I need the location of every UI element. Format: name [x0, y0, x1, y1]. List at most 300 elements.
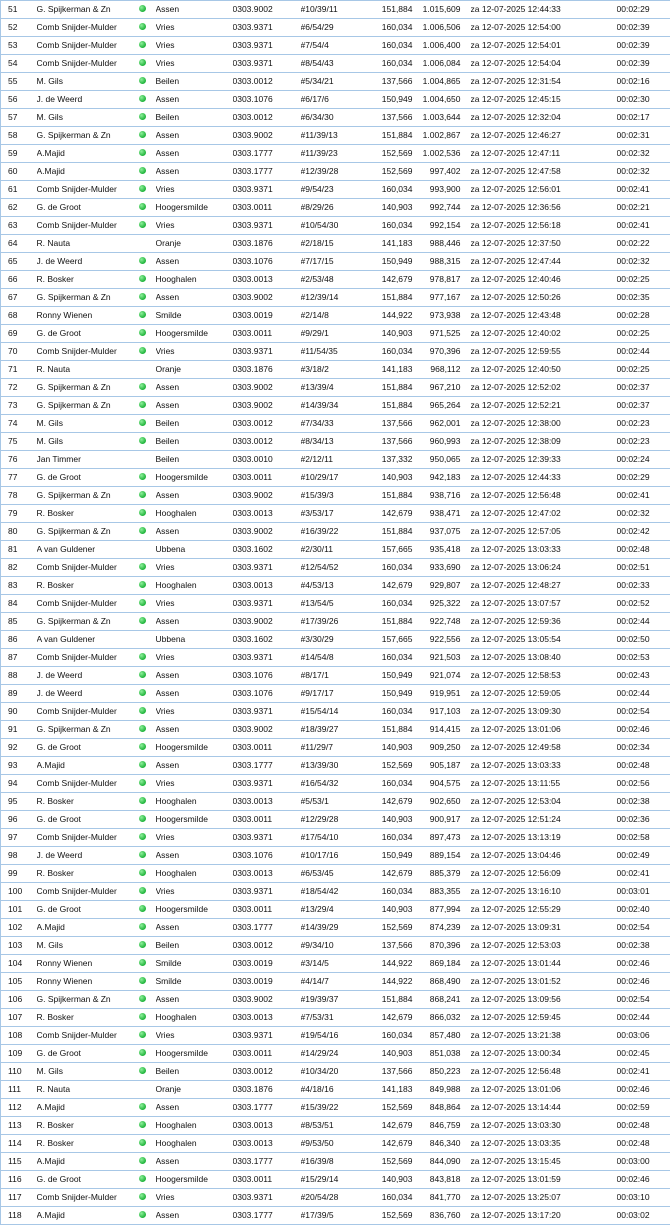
cell-position: 96	[1, 810, 37, 828]
cell-distance: 144,922	[369, 306, 413, 324]
status-dot-icon	[139, 594, 156, 612]
cell-member-id: 0303.9371	[233, 1026, 301, 1044]
cell-speed: 921,074	[413, 666, 461, 684]
cell-distance: 137,566	[369, 1062, 413, 1080]
cell-speed: 870,396	[413, 936, 461, 954]
status-dot-icon	[139, 342, 156, 360]
cell-place: Beilen	[156, 72, 233, 90]
cell-arrival-time: za 12-07-2025 13:15:45	[471, 1152, 617, 1170]
cell-spacer	[461, 486, 471, 504]
cell-time-difference: 00:02:21	[617, 198, 670, 216]
cell-arrival-time: za 12-07-2025 13:09:31	[471, 918, 617, 936]
status-dot-icon	[139, 1080, 156, 1098]
cell-distance: 140,903	[369, 198, 413, 216]
cell-place: Assen	[156, 162, 233, 180]
cell-spacer	[461, 810, 471, 828]
table-row	[1, 1062, 670, 1080]
cell-fancier-name: R. Bosker	[37, 1134, 139, 1152]
cell-member-id: 0303.1777	[233, 918, 301, 936]
cell-distance: 160,034	[369, 54, 413, 72]
cell-pigeon-code: #12/39/14	[301, 288, 369, 306]
status-dot-icon	[139, 900, 156, 918]
cell-pigeon-code: #9/17/17	[301, 684, 369, 702]
cell-place: Hoogersmilde	[156, 1170, 233, 1188]
cell-fancier-name: M. Gils	[37, 414, 139, 432]
cell-spacer	[461, 252, 471, 270]
cell-fancier-name: Jan Timmer	[37, 450, 139, 468]
cell-time-difference: 00:02:39	[617, 36, 670, 54]
status-dot-icon	[139, 1098, 156, 1116]
cell-time-difference: 00:02:16	[617, 72, 670, 90]
cell-time-difference: 00:02:56	[617, 774, 670, 792]
cell-pigeon-code: #16/39/8	[301, 1152, 369, 1170]
status-dot-icon	[139, 558, 156, 576]
cell-distance: 137,566	[369, 414, 413, 432]
cell-pigeon-code: #2/12/11	[301, 450, 369, 468]
cell-arrival-time: za 12-07-2025 12:47:11	[471, 144, 617, 162]
status-dot-icon	[139, 630, 156, 648]
cell-speed: 866,032	[413, 1008, 461, 1026]
cell-speed: 993,900	[413, 180, 461, 198]
cell-member-id: 0303.0011	[233, 1044, 301, 1062]
cell-spacer	[461, 162, 471, 180]
cell-fancier-name: G. de Groot	[37, 810, 139, 828]
cell-arrival-time: za 12-07-2025 12:57:05	[471, 522, 617, 540]
status-dot-icon	[139, 1008, 156, 1026]
green-status-dot-icon	[139, 167, 146, 174]
cell-fancier-name: R. Bosker	[37, 1008, 139, 1026]
cell-position: 78	[1, 486, 37, 504]
cell-place: Vries	[156, 54, 233, 72]
green-status-dot-icon	[139, 41, 146, 48]
cell-position: 100	[1, 882, 37, 900]
cell-position: 70	[1, 342, 37, 360]
table-row	[1, 18, 670, 36]
cell-fancier-name: Ronny Wienen	[37, 306, 139, 324]
cell-member-id: 0303.1076	[233, 90, 301, 108]
cell-arrival-time: za 12-07-2025 12:36:56	[471, 198, 617, 216]
cell-pigeon-code: #16/54/32	[301, 774, 369, 792]
cell-arrival-time: za 12-07-2025 13:03:30	[471, 1116, 617, 1134]
cell-spacer	[461, 1062, 471, 1080]
green-status-dot-icon	[139, 1139, 146, 1146]
cell-place: Assen	[156, 522, 233, 540]
cell-spacer	[461, 1152, 471, 1170]
cell-fancier-name: A.Majid	[37, 144, 139, 162]
status-dot-icon	[139, 738, 156, 756]
cell-pigeon-code: #10/29/17	[301, 468, 369, 486]
status-dot-icon	[139, 936, 156, 954]
cell-speed: 992,744	[413, 198, 461, 216]
cell-fancier-name: R. Nauta	[37, 234, 139, 252]
cell-position: 51	[1, 0, 37, 18]
cell-member-id: 0303.0013	[233, 792, 301, 810]
cell-arrival-time: za 12-07-2025 13:01:59	[471, 1170, 617, 1188]
cell-position: 58	[1, 126, 37, 144]
table-row	[1, 468, 670, 486]
cell-place: Hooghalen	[156, 864, 233, 882]
cell-place: Assen	[156, 378, 233, 396]
table-row	[1, 198, 670, 216]
cell-member-id: 0303.0013	[233, 1008, 301, 1026]
cell-pigeon-code: #18/54/42	[301, 882, 369, 900]
cell-spacer	[461, 378, 471, 396]
cell-place: Smilde	[156, 972, 233, 990]
cell-fancier-name: Comb Snijder-Mulder	[37, 36, 139, 54]
table-row	[1, 414, 670, 432]
cell-fancier-name: Comb Snijder-Mulder	[37, 216, 139, 234]
cell-member-id: 0303.9371	[233, 882, 301, 900]
status-dot-icon	[139, 450, 156, 468]
cell-pigeon-code: #15/29/14	[301, 1170, 369, 1188]
table-row	[1, 306, 670, 324]
cell-time-difference: 00:02:43	[617, 666, 670, 684]
table-row	[1, 864, 670, 882]
cell-arrival-time: za 12-07-2025 12:56:01	[471, 180, 617, 198]
green-status-dot-icon	[139, 689, 146, 696]
cell-position: 105	[1, 972, 37, 990]
cell-spacer	[461, 1026, 471, 1044]
cell-pigeon-code: #8/34/13	[301, 432, 369, 450]
cell-time-difference: 00:02:53	[617, 648, 670, 666]
cell-time-difference: 00:02:33	[617, 576, 670, 594]
cell-arrival-time: za 12-07-2025 13:13:19	[471, 828, 617, 846]
green-status-dot-icon	[139, 5, 146, 12]
table-row	[1, 1080, 670, 1098]
cell-pigeon-code: #17/39/26	[301, 612, 369, 630]
cell-speed: 922,748	[413, 612, 461, 630]
cell-arrival-time: za 12-07-2025 12:52:21	[471, 396, 617, 414]
cell-speed: 902,650	[413, 792, 461, 810]
cell-place: Vries	[156, 18, 233, 36]
green-status-dot-icon	[139, 887, 146, 894]
status-dot-icon	[139, 1152, 156, 1170]
table-row	[1, 396, 670, 414]
cell-distance: 160,034	[369, 594, 413, 612]
status-dot-icon	[139, 972, 156, 990]
cell-arrival-time: za 12-07-2025 12:51:24	[471, 810, 617, 828]
cell-place: Assen	[156, 396, 233, 414]
cell-time-difference: 00:02:32	[617, 144, 670, 162]
status-dot-icon	[139, 1206, 156, 1224]
status-dot-icon	[139, 720, 156, 738]
cell-arrival-time: za 12-07-2025 12:47:44	[471, 252, 617, 270]
cell-arrival-time: za 12-07-2025 12:38:00	[471, 414, 617, 432]
cell-place: Assen	[156, 252, 233, 270]
cell-speed: 843,818	[413, 1170, 461, 1188]
cell-position: 66	[1, 270, 37, 288]
table-row	[1, 1098, 670, 1116]
cell-position: 63	[1, 216, 37, 234]
cell-position: 74	[1, 414, 37, 432]
green-status-dot-icon	[139, 1175, 146, 1182]
cell-distance: 140,903	[369, 900, 413, 918]
table-row	[1, 54, 670, 72]
table-row	[1, 1170, 670, 1188]
cell-time-difference: 00:02:34	[617, 738, 670, 756]
cell-place: Beilen	[156, 108, 233, 126]
cell-speed: 850,223	[413, 1062, 461, 1080]
cell-speed: 978,817	[413, 270, 461, 288]
cell-spacer	[461, 90, 471, 108]
table-row	[1, 792, 670, 810]
status-dot-icon	[139, 432, 156, 450]
status-dot-icon	[139, 126, 156, 144]
cell-place: Assen	[156, 288, 233, 306]
cell-time-difference: 00:02:46	[617, 720, 670, 738]
cell-member-id: 0303.0010	[233, 450, 301, 468]
status-dot-icon	[139, 198, 156, 216]
green-status-dot-icon	[139, 707, 146, 714]
cell-position: 103	[1, 936, 37, 954]
cell-fancier-name: G. Spijkerman & Zn	[37, 612, 139, 630]
cell-member-id: 0303.0013	[233, 1116, 301, 1134]
table-row	[1, 504, 670, 522]
cell-arrival-time: za 12-07-2025 12:49:58	[471, 738, 617, 756]
green-status-dot-icon	[139, 761, 146, 768]
cell-fancier-name: R. Bosker	[37, 270, 139, 288]
status-dot-icon	[139, 252, 156, 270]
cell-speed: 1.004,865	[413, 72, 461, 90]
cell-fancier-name: R. Nauta	[37, 1080, 139, 1098]
cell-member-id: 0303.1777	[233, 756, 301, 774]
cell-time-difference: 00:02:44	[617, 1008, 670, 1026]
cell-member-id: 0303.1777	[233, 1152, 301, 1170]
cell-fancier-name: M. Gils	[37, 72, 139, 90]
cell-time-difference: 00:02:37	[617, 396, 670, 414]
cell-arrival-time: za 12-07-2025 13:03:33	[471, 756, 617, 774]
cell-member-id: 0303.1876	[233, 234, 301, 252]
cell-time-difference: 00:02:45	[617, 1044, 670, 1062]
cell-place: Vries	[156, 774, 233, 792]
table-row	[1, 342, 670, 360]
cell-pigeon-code: #13/29/4	[301, 900, 369, 918]
cell-arrival-time: za 12-07-2025 12:58:53	[471, 666, 617, 684]
cell-arrival-time: za 12-07-2025 13:01:44	[471, 954, 617, 972]
cell-place: Hoogersmilde	[156, 900, 233, 918]
table-row	[1, 684, 670, 702]
cell-distance: 140,903	[369, 810, 413, 828]
cell-spacer	[461, 234, 471, 252]
cell-place: Assen	[156, 1152, 233, 1170]
cell-position: 56	[1, 90, 37, 108]
green-status-dot-icon	[139, 59, 146, 66]
cell-distance: 150,949	[369, 90, 413, 108]
cell-pigeon-code: #16/39/22	[301, 522, 369, 540]
cell-fancier-name: Comb Snijder-Mulder	[37, 648, 139, 666]
cell-fancier-name: Comb Snijder-Mulder	[37, 342, 139, 360]
cell-position: 113	[1, 1116, 37, 1134]
cell-fancier-name: Comb Snijder-Mulder	[37, 828, 139, 846]
cell-time-difference: 00:02:54	[617, 918, 670, 936]
cell-pigeon-code: #17/54/10	[301, 828, 369, 846]
cell-member-id: 0303.9371	[233, 36, 301, 54]
cell-place: Vries	[156, 216, 233, 234]
table-row	[1, 900, 670, 918]
table-row	[1, 882, 670, 900]
table-row	[1, 108, 670, 126]
cell-speed: 970,396	[413, 342, 461, 360]
cell-fancier-name: A.Majid	[37, 1152, 139, 1170]
table-row	[1, 1152, 670, 1170]
status-dot-icon	[139, 684, 156, 702]
cell-place: Vries	[156, 180, 233, 198]
table-row	[1, 1044, 670, 1062]
status-dot-icon	[139, 918, 156, 936]
cell-speed: 905,187	[413, 756, 461, 774]
cell-distance: 160,034	[369, 36, 413, 54]
cell-arrival-time: za 12-07-2025 12:37:50	[471, 234, 617, 252]
green-status-dot-icon	[139, 1121, 146, 1128]
cell-time-difference: 00:02:44	[617, 612, 670, 630]
cell-speed: 988,446	[413, 234, 461, 252]
cell-distance: 160,034	[369, 648, 413, 666]
table-row	[1, 162, 670, 180]
cell-fancier-name: G. Spijkerman & Zn	[37, 990, 139, 1008]
cell-member-id: 0303.1076	[233, 684, 301, 702]
table-row	[1, 666, 670, 684]
cell-speed: 922,556	[413, 630, 461, 648]
cell-distance: 151,884	[369, 990, 413, 1008]
cell-place: Hooghalen	[156, 1134, 233, 1152]
cell-position: 95	[1, 792, 37, 810]
cell-place: Hooghalen	[156, 576, 233, 594]
status-dot-icon	[139, 18, 156, 36]
table-row	[1, 594, 670, 612]
cell-fancier-name: R. Bosker	[37, 792, 139, 810]
cell-pigeon-code: #6/53/45	[301, 864, 369, 882]
cell-pigeon-code: #13/39/30	[301, 756, 369, 774]
cell-arrival-time: za 12-07-2025 13:16:10	[471, 882, 617, 900]
cell-speed: 904,575	[413, 774, 461, 792]
cell-spacer	[461, 36, 471, 54]
cell-speed: 1.003,644	[413, 108, 461, 126]
cell-pigeon-code: #3/53/17	[301, 504, 369, 522]
table-row	[1, 558, 670, 576]
table-row	[1, 252, 670, 270]
cell-pigeon-code: #5/53/1	[301, 792, 369, 810]
cell-position: 89	[1, 684, 37, 702]
cell-position: 91	[1, 720, 37, 738]
cell-speed: 967,210	[413, 378, 461, 396]
cell-member-id: 0303.0013	[233, 504, 301, 522]
cell-arrival-time: za 12-07-2025 12:50:26	[471, 288, 617, 306]
cell-place: Hooghalen	[156, 270, 233, 288]
cell-time-difference: 00:02:41	[617, 180, 670, 198]
cell-spacer	[461, 306, 471, 324]
cell-member-id: 0303.9371	[233, 774, 301, 792]
cell-distance: 151,884	[369, 396, 413, 414]
cell-time-difference: 00:02:38	[617, 792, 670, 810]
cell-time-difference: 00:03:00	[617, 1152, 670, 1170]
cell-place: Assen	[156, 666, 233, 684]
cell-place: Oranje	[156, 234, 233, 252]
cell-pigeon-code: #19/54/16	[301, 1026, 369, 1044]
cell-spacer	[461, 648, 471, 666]
status-dot-icon	[139, 360, 156, 378]
green-status-dot-icon	[139, 617, 146, 624]
cell-place: Vries	[156, 342, 233, 360]
cell-spacer	[461, 738, 471, 756]
cell-position: 52	[1, 18, 37, 36]
cell-distance: 142,679	[369, 576, 413, 594]
green-status-dot-icon	[139, 95, 146, 102]
cell-fancier-name: R. Bosker	[37, 504, 139, 522]
cell-arrival-time: za 12-07-2025 13:25:07	[471, 1188, 617, 1206]
table-row	[1, 486, 670, 504]
table-row	[1, 846, 670, 864]
status-dot-icon	[139, 378, 156, 396]
status-dot-icon	[139, 90, 156, 108]
cell-distance: 144,922	[369, 954, 413, 972]
cell-place: Smilde	[156, 306, 233, 324]
cell-member-id: 0303.9002	[233, 612, 301, 630]
cell-arrival-time: za 12-07-2025 12:39:33	[471, 450, 617, 468]
cell-position: 90	[1, 702, 37, 720]
green-status-dot-icon	[139, 743, 146, 750]
status-dot-icon	[139, 324, 156, 342]
status-dot-icon	[139, 702, 156, 720]
cell-speed: 962,001	[413, 414, 461, 432]
cell-time-difference: 00:02:46	[617, 1080, 670, 1098]
cell-pigeon-code: #6/34/30	[301, 108, 369, 126]
cell-member-id: 0303.0013	[233, 576, 301, 594]
cell-pigeon-code: #13/39/4	[301, 378, 369, 396]
table-row	[1, 1188, 670, 1206]
cell-member-id: 0303.0011	[233, 198, 301, 216]
cell-spacer	[461, 198, 471, 216]
green-status-dot-icon	[139, 293, 146, 300]
cell-arrival-time: za 12-07-2025 13:03:35	[471, 1134, 617, 1152]
status-dot-icon	[139, 990, 156, 1008]
cell-distance: 142,679	[369, 1134, 413, 1152]
cell-fancier-name: G. Spijkerman & Zn	[37, 522, 139, 540]
cell-position: 94	[1, 774, 37, 792]
cell-fancier-name: Comb Snijder-Mulder	[37, 1026, 139, 1044]
cell-distance: 150,949	[369, 846, 413, 864]
cell-position: 62	[1, 198, 37, 216]
green-status-dot-icon	[139, 257, 146, 264]
cell-position: 97	[1, 828, 37, 846]
cell-fancier-name: G. de Groot	[37, 900, 139, 918]
cell-fancier-name: A.Majid	[37, 1206, 139, 1224]
cell-distance: 141,183	[369, 234, 413, 252]
cell-distance: 150,949	[369, 666, 413, 684]
status-dot-icon	[139, 846, 156, 864]
green-status-dot-icon	[139, 977, 146, 984]
cell-spacer	[461, 864, 471, 882]
cell-position: 118	[1, 1206, 37, 1224]
cell-pigeon-code: #9/29/1	[301, 324, 369, 342]
cell-place: Beilen	[156, 414, 233, 432]
cell-pigeon-code: #8/54/43	[301, 54, 369, 72]
status-dot-icon	[139, 54, 156, 72]
cell-time-difference: 00:02:30	[617, 90, 670, 108]
cell-time-difference: 00:02:41	[617, 216, 670, 234]
cell-position: 108	[1, 1026, 37, 1044]
cell-time-difference: 00:02:50	[617, 630, 670, 648]
cell-fancier-name: A van Guldener	[37, 540, 139, 558]
cell-place: Oranje	[156, 1080, 233, 1098]
cell-time-difference: 00:02:41	[617, 864, 670, 882]
cell-member-id: 0303.0012	[233, 936, 301, 954]
cell-fancier-name: R. Bosker	[37, 576, 139, 594]
cell-fancier-name: J. de Weerd	[37, 846, 139, 864]
green-status-dot-icon	[139, 797, 146, 804]
cell-pigeon-code: #4/53/13	[301, 576, 369, 594]
cell-arrival-time: za 12-07-2025 12:44:33	[471, 468, 617, 486]
cell-place: Beilen	[156, 450, 233, 468]
